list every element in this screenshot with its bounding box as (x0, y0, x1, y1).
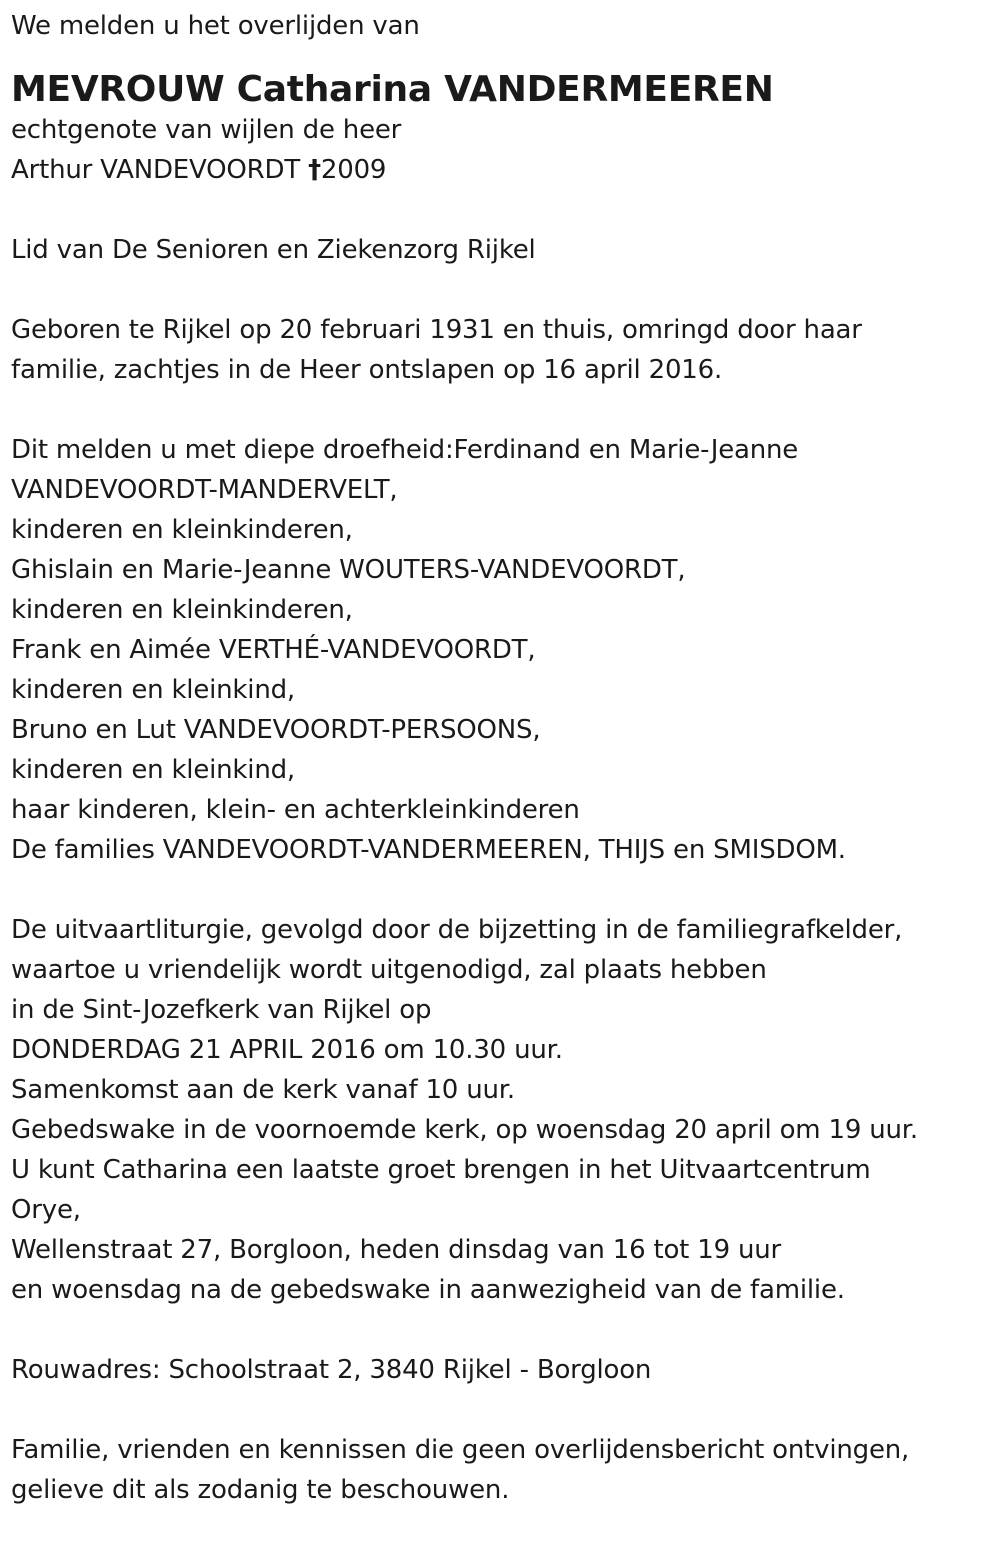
funeral-line: in de Sint-Jozefkerk van Rijkel op (11, 995, 432, 1025)
mourner-line: Ghislain en Marie-Jeanne WOUTERS-VANDEVOORDT, (11, 555, 686, 585)
funeral-line: waartoe u vriendelijk wordt uitgenodigd, zal plaats hebben (11, 955, 767, 985)
mourner-line: kinderen en kleinkind, (11, 755, 295, 785)
spacer (11, 1310, 986, 1350)
mourner-line: Frank en Aimée VERTHÉ-VANDEVOORDT, (11, 635, 536, 665)
funeral-line: Orye, (11, 1195, 81, 1225)
funeral-line: De uitvaartliturgie, gevolgd door de bijzetting in de familiegrafkelder, (11, 915, 903, 945)
birth-death-paragraph (11, 310, 986, 390)
mourner-line: haar kinderen, klein- en achterkleinkinderen (11, 795, 580, 825)
funeral-line: Gebedswake in de voornoemde kerk, op woensdag 20 april om 19 uur. (11, 1115, 918, 1145)
spouse-death-year: 2009 (320, 155, 387, 185)
mourner-line: kinderen en kleinkinderen, (11, 515, 353, 545)
mourning-address: Rouwadres: Schoolstraat 2, 3840 Rijkel - Borgloon (11, 1355, 652, 1385)
spouse-name-line (11, 150, 986, 190)
cross-icon: † (308, 155, 321, 185)
funeral-line: U kunt Catharina een laatste groet brengen in het Uitvaartcentrum (11, 1155, 871, 1185)
paragraph-line: familie, zachtjes in de Heer ontslapen op 16 april 2016. (11, 355, 723, 385)
funeral-line: Wellenstraat 27, Borgloon, heden dinsdag van 16 tot 19 uur (11, 1235, 782, 1265)
obituary-notice (11, 6, 986, 1510)
mourner-line: VANDEVOORDT-MANDERVELT, (11, 475, 398, 505)
funeral-details (11, 910, 986, 1310)
spacer (11, 1390, 986, 1430)
mourner-line: Bruno en Lut VANDEVOORDT-PERSOONS, (11, 715, 541, 745)
paragraph-line: Geboren te Rijkel op 20 februari 1931 en thuis, omringd door haar (11, 315, 862, 345)
spouse-name: Arthur VANDEVOORDT (11, 155, 309, 185)
mourner-line: Dit melden u met diepe droefheid:Ferdinand en Marie-Jeanne (11, 435, 799, 465)
mourner-line: kinderen en kleinkinderen, (11, 595, 353, 625)
closing-line: Familie, vrienden en kennissen die geen overlijdensbericht ontvingen, (11, 1435, 910, 1465)
closing-paragraph (11, 1430, 986, 1510)
spacer (11, 390, 986, 430)
spouse-relation: echtgenote van wijlen de heer (11, 115, 402, 145)
spacer (11, 270, 986, 310)
mourners-list (11, 430, 986, 870)
membership-text: Lid van De Senioren en Ziekenzorg Rijkel (11, 235, 536, 265)
intro-text: We melden u het overlijden van (11, 11, 420, 41)
spacer (11, 190, 986, 230)
funeral-line: Samenkomst aan de kerk vanaf 10 uur. (11, 1075, 515, 1105)
mourner-line: kinderen en kleinkind, (11, 675, 295, 705)
funeral-line: DONDERDAG 21 APRIL 2016 om 10.30 uur. (11, 1035, 563, 1065)
spacer (11, 870, 986, 910)
mourner-line: De families VANDEVOORDT-VANDERMEEREN, THIJS en SMISDOM. (11, 835, 846, 865)
deceased-name: MEVROUW Catharina VANDERMEEREN (11, 69, 774, 110)
closing-line: gelieve dit als zodanig te beschouwen. (11, 1475, 510, 1505)
funeral-line: en woensdag na de gebedswake in aanwezigheid van de familie. (11, 1275, 845, 1305)
